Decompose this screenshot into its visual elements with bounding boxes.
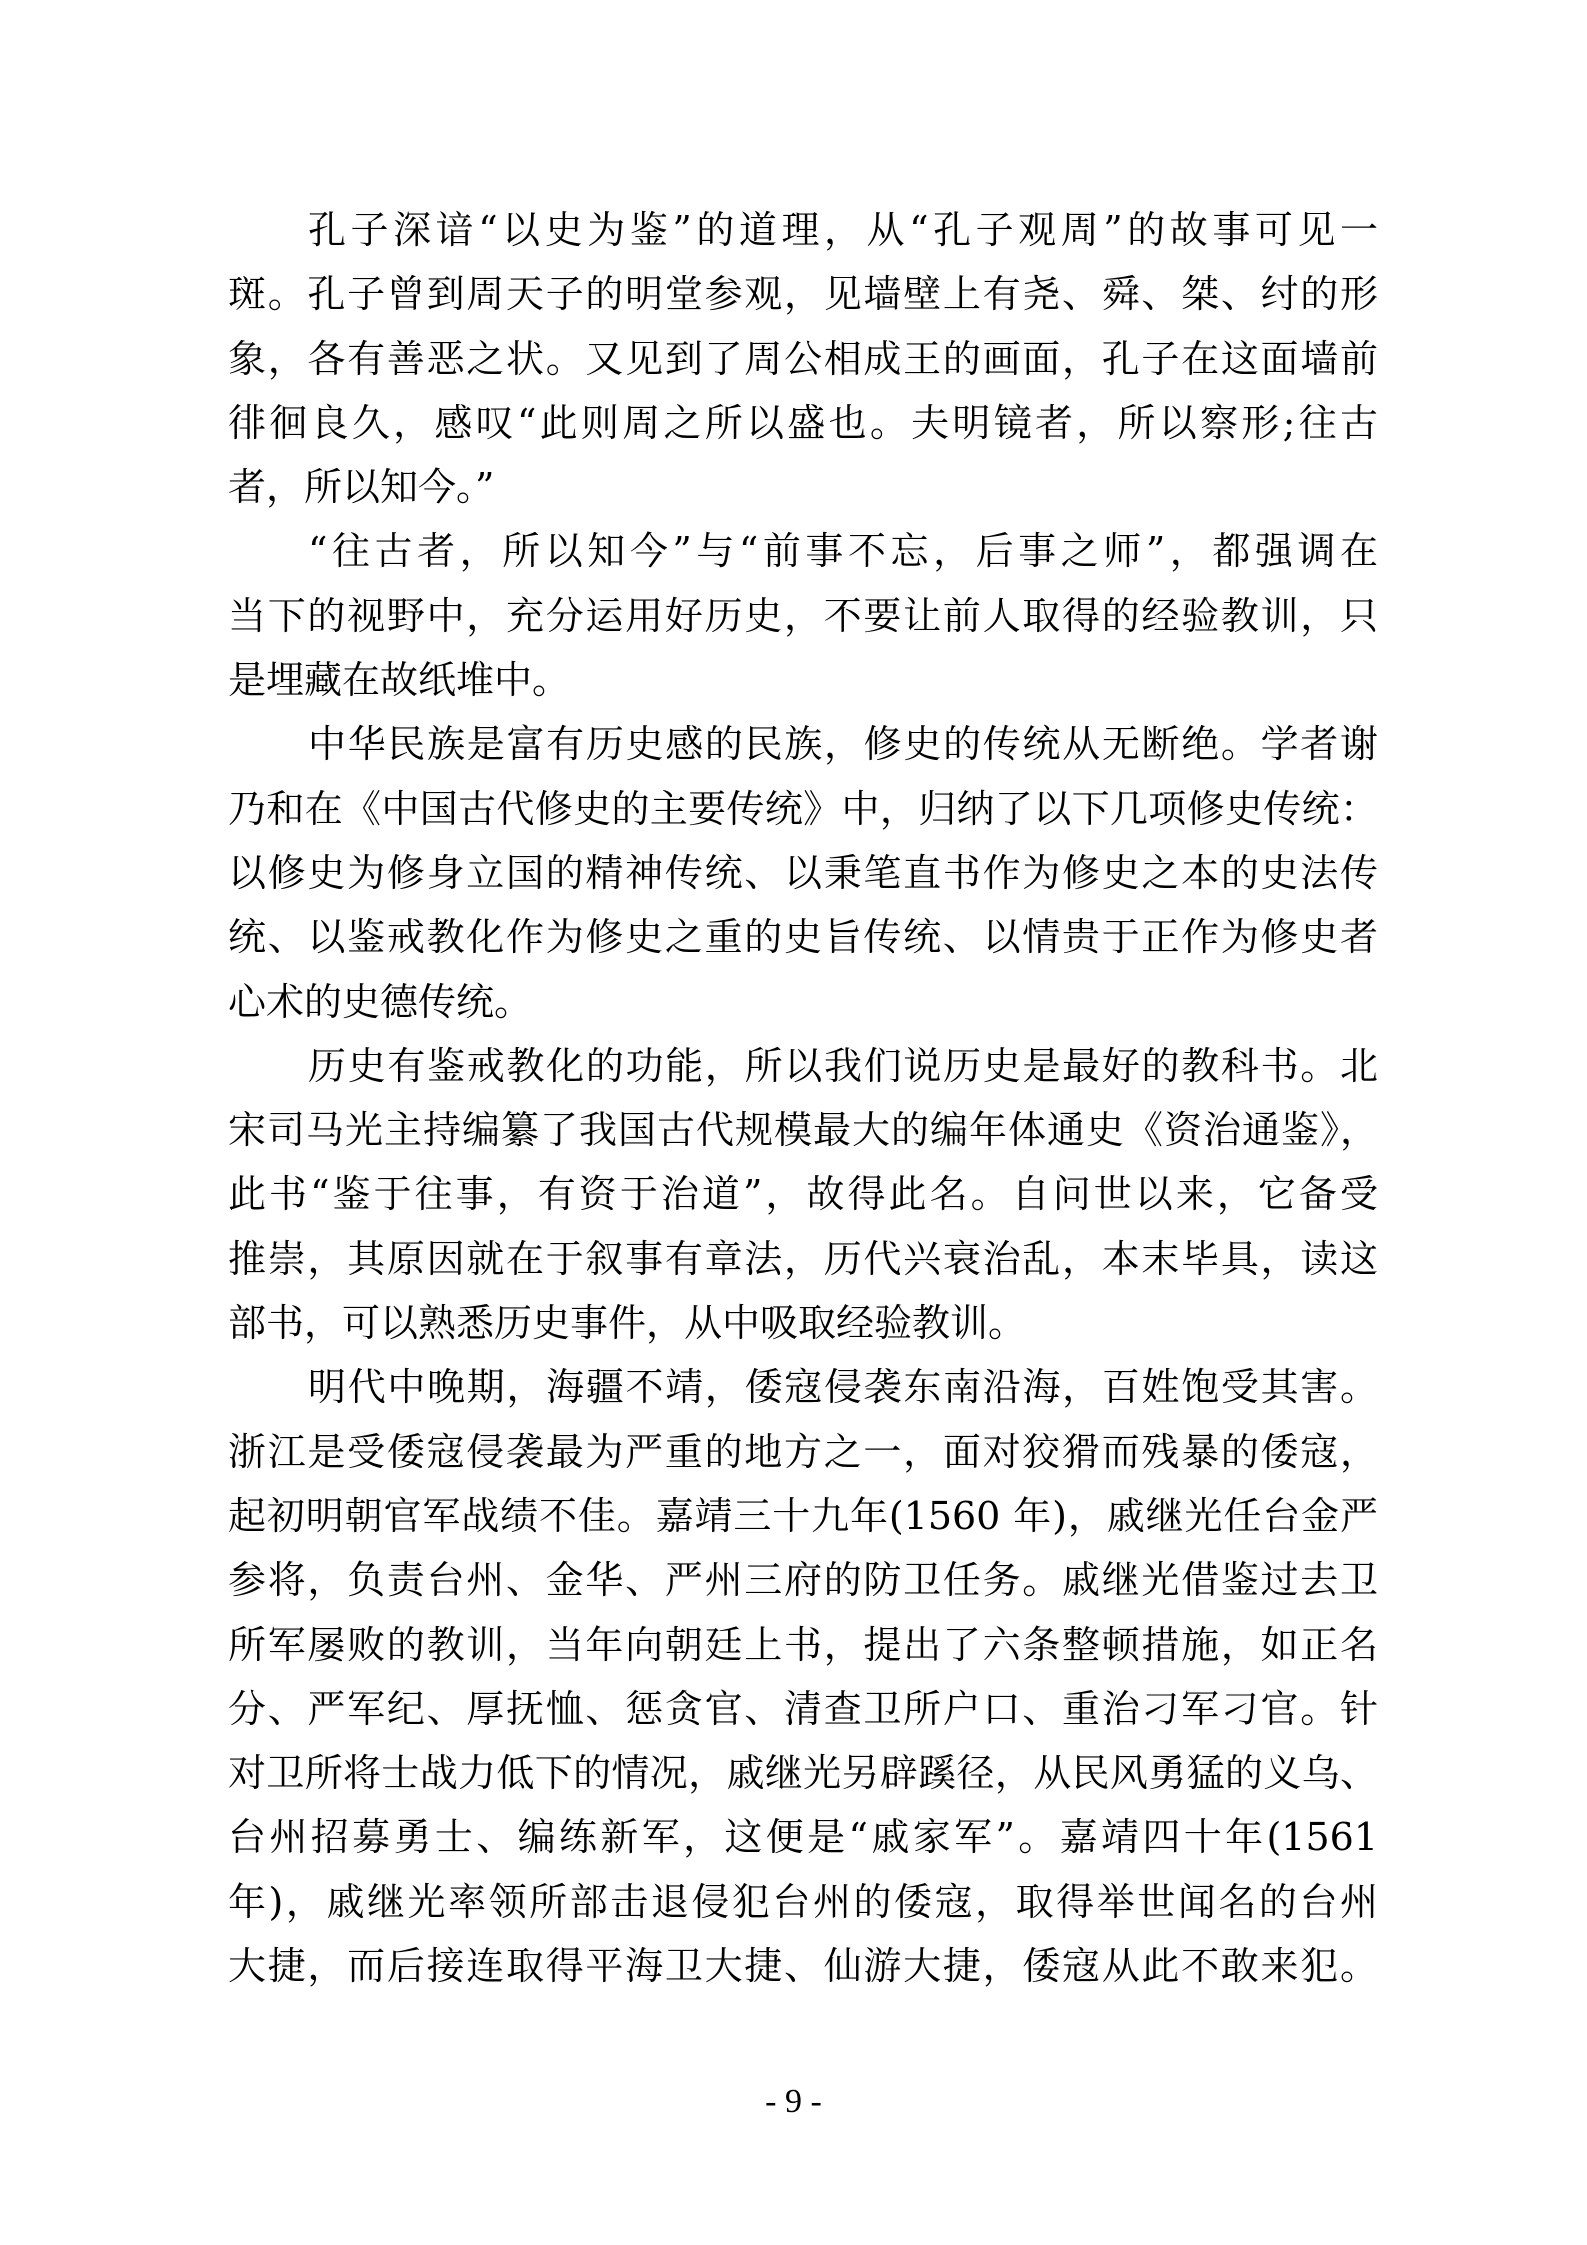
- text-line: 分、严军纪、厚抚恤、惩贪官、清查卫所户口、重治刁军刁官。针: [228, 1686, 1378, 1731]
- text-line: 当下的视野中，充分运用好历史，不要让前人取得的经验教训，只: [228, 593, 1378, 638]
- text-line: 乃和在《中国古代修史的主要传统》中，归纳了以下几项修史传统：: [228, 786, 1378, 831]
- text-line: 斑。孔子曾到周天子的明堂参观，见墙壁上有尧、舜、桀、纣的形: [228, 272, 1378, 317]
- text-line: 起初明朝官军战绩不佳。嘉靖三十九年(1560 年)，戚继光任台金严: [228, 1493, 1378, 1538]
- text-line: 心术的史德传统。: [228, 979, 533, 1024]
- text-line: 以修史为修身立国的精神传统、以秉笔直书作为修史之本的史法传: [228, 850, 1378, 895]
- text-line: 台州招募勇士、编练新军，这便是“戚家军”。嘉靖四十年(1561: [228, 1815, 1378, 1860]
- text-line: 中华民族是富有历史感的民族，修史的传统从无断绝。学者谢: [308, 722, 1378, 767]
- text-line: 参将，负责台州、金华、严州三府的防卫任务。戚继光借鉴过去卫: [228, 1558, 1378, 1603]
- text-line: 孔子深谙“以史为鉴”的道理，从“孔子观周”的故事可见一: [308, 208, 1378, 252]
- text-line: 统、以鉴戒教化作为修史之重的史旨传统、以情贵于正作为修史者: [228, 915, 1378, 960]
- text-line: 宋司马光主持编纂了我国古代规模最大的编年体通史《资治通鉴》，: [228, 1108, 1378, 1153]
- page-number: - 9 -: [765, 2083, 822, 2120]
- body-text: [228, 198, 1378, 1998]
- text-line: “往古者，所以知今”与“前事不忘，后事之师”，都强调在: [308, 529, 1378, 574]
- text-line: 历史有鉴戒教化的功能，所以我们说历史是最好的教科书。北: [308, 1043, 1378, 1088]
- text-line: 明代中晚期，海疆不靖，倭寇侵袭东南沿海，百姓饱受其害。: [308, 1365, 1378, 1410]
- text-line: 是埋藏在故纸堆中。: [228, 658, 571, 703]
- text-line: 部书，可以熟悉历史事件，从中吸取经验教训。: [228, 1301, 1027, 1346]
- text-line: 此书“鉴于往事，有资于治道”，故得此名。自问世以来，它备受: [228, 1172, 1378, 1217]
- text-line: 对卫所将士战力低下的情况，戚继光另辟蹊径，从民风勇猛的义乌、: [228, 1751, 1378, 1796]
- text-line: 者，所以知今。”: [228, 465, 495, 510]
- text-line: 象，各有善恶之状。又见到了周公相成王的画面，孔子在这面墙前: [228, 336, 1378, 381]
- text-line: 徘徊良久，感叹“此则周之所以盛也。夫明镜者，所以察形;往古: [228, 400, 1378, 445]
- text-line: 所军屡败的教训，当年向朝廷上书，提出了六条整顿措施，如正名: [228, 1622, 1378, 1667]
- text-line: 推崇，其原因就在于叙事有章法，历代兴衰治乱，本末毕具，读这: [228, 1236, 1378, 1281]
- text-line: 浙江是受倭寇侵袭最为严重的地方之一，面对狡猾而残暴的倭寇，: [228, 1429, 1378, 1474]
- text-line: 大捷，而后接连取得平海卫大捷、仙游大捷，倭寇从此不敢来犯。: [228, 1944, 1378, 1989]
- text-line: 年)，戚继光率领所部击退侵犯台州的倭寇，取得举世闻名的台州: [228, 1879, 1378, 1924]
